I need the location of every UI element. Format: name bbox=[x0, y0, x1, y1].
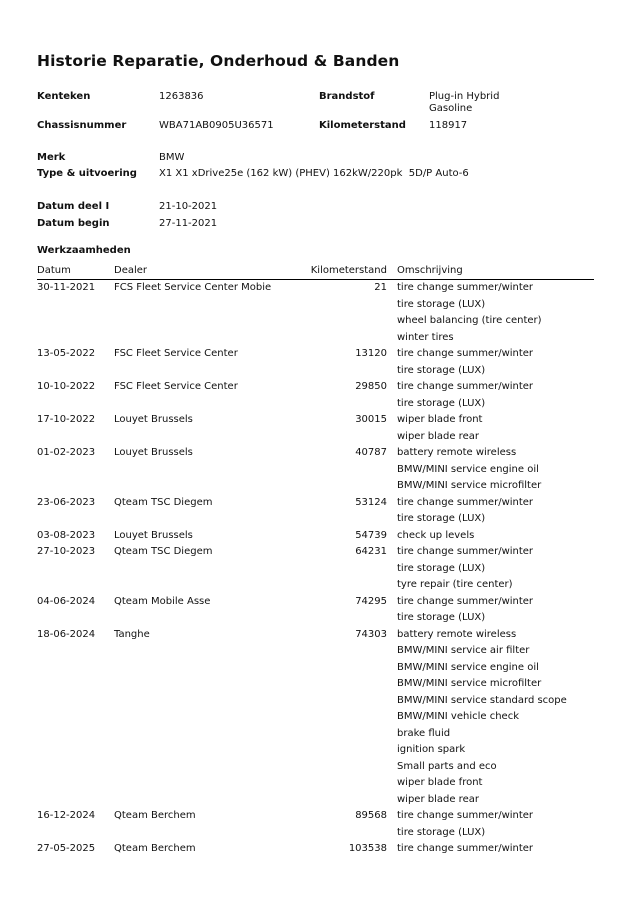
datum-begin-value: 27-11-2021 bbox=[159, 218, 218, 229]
type-label: Type & uitvoering bbox=[37, 168, 137, 179]
table-line bbox=[37, 710, 594, 727]
merk-value: BMW bbox=[159, 152, 185, 163]
row-km: 74303 bbox=[355, 628, 387, 640]
table-line bbox=[37, 364, 594, 381]
row-description: tire change summer/winter bbox=[397, 843, 534, 854]
section-title: Werkzaamheden bbox=[37, 245, 131, 256]
merk-label: Merk bbox=[37, 152, 66, 163]
chassis-label: Chassisnummer bbox=[37, 120, 127, 131]
row-date: 18-06-2024 bbox=[37, 628, 96, 640]
table-line bbox=[37, 776, 594, 793]
table-row bbox=[37, 842, 594, 859]
table-line bbox=[37, 314, 594, 331]
table-line bbox=[37, 380, 594, 397]
row-dealer: Qteam Berchem bbox=[114, 810, 196, 821]
row-description: tire change summer/winter bbox=[397, 348, 534, 359]
row-km: 29850 bbox=[355, 381, 387, 392]
row-description: ignition spark bbox=[397, 744, 466, 755]
row-description: tire storage (LUX) bbox=[397, 562, 486, 574]
row-description: tire change summer/winter bbox=[397, 546, 534, 557]
table-row bbox=[37, 545, 594, 595]
table-row bbox=[37, 628, 594, 810]
row-description: BMW/MINI service engine oil bbox=[397, 661, 539, 673]
table-line bbox=[37, 793, 594, 810]
row-dealer: Louyet Brussels bbox=[114, 414, 193, 425]
row-description: tire storage (LUX) bbox=[397, 612, 486, 623]
row-km: 89568 bbox=[355, 810, 387, 821]
kilometerstand-value: 118917 bbox=[429, 120, 468, 131]
table-line bbox=[37, 430, 594, 447]
row-description: wiper blade rear bbox=[397, 430, 479, 442]
row-description: tire change summer/winter bbox=[397, 282, 534, 293]
row-dealer: Qteam TSC Diegem bbox=[114, 496, 213, 508]
row-description: tire storage (LUX) bbox=[397, 298, 486, 310]
row-dealer: FSC Fleet Service Center bbox=[114, 381, 238, 392]
row-dealer: FSC Fleet Service Center bbox=[114, 348, 238, 359]
row-description: tire change summer/winter bbox=[397, 595, 534, 607]
row-date: 16-12-2024 bbox=[37, 810, 96, 821]
table-line bbox=[37, 809, 594, 826]
row-date: 04-06-2024 bbox=[37, 595, 96, 607]
row-km: 13120 bbox=[355, 348, 387, 359]
table-row bbox=[37, 380, 594, 413]
row-dealer: FCS Fleet Service Center Mobie bbox=[114, 282, 272, 293]
table-line bbox=[37, 842, 594, 859]
table-line bbox=[37, 413, 594, 430]
column-header-km: Kilometerstand bbox=[310, 265, 387, 276]
row-description: BMW/MINI service engine oil bbox=[397, 463, 539, 475]
row-description: brake fluid bbox=[397, 727, 451, 739]
row-description: BMW/MINI service air filter bbox=[397, 645, 530, 656]
kenteken-value: 1263836 bbox=[159, 91, 204, 102]
row-description: wiper blade front bbox=[397, 414, 483, 425]
row-description: BMW/MINI service microfilter bbox=[397, 678, 542, 689]
table-line bbox=[37, 446, 594, 463]
row-date: 30-11-2021 bbox=[37, 282, 96, 293]
table-row bbox=[37, 809, 594, 842]
kilometerstand-label: Kilometerstand bbox=[319, 120, 406, 131]
row-km: 64231 bbox=[355, 546, 387, 557]
table-line bbox=[37, 743, 594, 760]
row-description: tire storage (LUX) bbox=[397, 826, 486, 838]
table-line bbox=[37, 512, 594, 529]
datum-deel-label: Datum deel I bbox=[37, 201, 110, 212]
kenteken-label: Kenteken bbox=[37, 91, 91, 102]
table-line bbox=[37, 562, 594, 579]
table-line bbox=[37, 826, 594, 843]
row-date: 27-05-2025 bbox=[37, 843, 96, 854]
row-description: tire storage (LUX) bbox=[397, 364, 486, 376]
table-line bbox=[37, 496, 594, 513]
row-km: 74295 bbox=[355, 595, 387, 607]
table-line bbox=[37, 479, 594, 496]
row-description: wiper blade front bbox=[397, 777, 483, 788]
column-header-desc: Omschrijving bbox=[397, 265, 463, 276]
row-date: 23-06-2023 bbox=[37, 496, 96, 508]
row-date: 13-05-2022 bbox=[37, 348, 96, 359]
table-line bbox=[37, 628, 594, 645]
datum-deel-value: 21-10-2021 bbox=[159, 201, 218, 212]
table-line bbox=[37, 463, 594, 480]
table-line bbox=[37, 281, 594, 298]
row-date: 01-02-2023 bbox=[37, 447, 96, 458]
row-description: winter tires bbox=[397, 331, 454, 343]
table-line bbox=[37, 694, 594, 711]
table-line bbox=[37, 611, 594, 628]
row-description: battery remote wireless bbox=[397, 628, 517, 640]
row-dealer: Qteam Berchem bbox=[114, 843, 196, 854]
table-line bbox=[37, 760, 594, 777]
row-description: wheel balancing (tire center) bbox=[397, 315, 542, 326]
column-header-date: Datum bbox=[37, 265, 71, 276]
table-row bbox=[37, 281, 594, 347]
table-row bbox=[37, 446, 594, 496]
row-description: battery remote wireless bbox=[397, 447, 517, 458]
row-description: wiper blade rear bbox=[397, 793, 479, 805]
row-km: 30015 bbox=[355, 414, 387, 425]
row-date: 03-08-2023 bbox=[37, 529, 96, 541]
row-description: tire change summer/winter bbox=[397, 381, 534, 392]
table-line bbox=[37, 677, 594, 694]
chassis-value: WBA71AB0905U36571 bbox=[159, 120, 274, 131]
row-date: 17-10-2022 bbox=[37, 414, 96, 425]
brandstof-value-1: Plug-in Hybrid bbox=[429, 91, 500, 102]
table-row bbox=[37, 413, 594, 446]
column-header-dealer: Dealer bbox=[114, 265, 148, 276]
row-km: 40787 bbox=[355, 447, 387, 458]
row-date: 10-10-2022 bbox=[37, 381, 96, 392]
brandstof-label: Brandstof bbox=[319, 91, 375, 102]
table-row bbox=[37, 496, 594, 529]
row-dealer: Louyet Brussels bbox=[114, 447, 193, 458]
table-row bbox=[37, 347, 594, 380]
type-value: X1 X1 xDrive25e (162 kW) (PHEV) 162kW/220pk 5D/P Auto-6 bbox=[159, 168, 469, 179]
row-description: tire change summer/winter bbox=[397, 810, 534, 821]
datum-begin-label: Datum begin bbox=[37, 218, 110, 229]
row-dealer: Louyet Brussels bbox=[114, 529, 193, 541]
table-line bbox=[37, 661, 594, 678]
row-description: Small parts and eco bbox=[397, 760, 497, 772]
table-line bbox=[37, 595, 594, 612]
row-description: BMW/MINI service standard scope bbox=[397, 694, 567, 706]
table-line bbox=[37, 298, 594, 315]
table-line bbox=[37, 545, 594, 562]
row-km: 21 bbox=[374, 282, 387, 293]
table-row bbox=[37, 529, 594, 546]
row-dealer: Qteam TSC Diegem bbox=[114, 546, 213, 557]
table-header bbox=[37, 263, 594, 280]
table-line bbox=[37, 347, 594, 364]
page-title: Historie Reparatie, Onderhoud & Banden bbox=[37, 52, 400, 70]
row-km: 53124 bbox=[355, 496, 387, 508]
table-line bbox=[37, 331, 594, 348]
row-description: check up levels bbox=[397, 529, 475, 541]
brandstof-value-2: Gasoline bbox=[429, 103, 473, 114]
row-description: tyre repair (tire center) bbox=[397, 579, 513, 590]
row-date: 27-10-2023 bbox=[37, 546, 96, 557]
row-km: 103538 bbox=[348, 843, 387, 854]
row-km: 54739 bbox=[355, 529, 387, 541]
table-line bbox=[37, 578, 594, 595]
row-description: tire storage (LUX) bbox=[397, 513, 486, 524]
table-line bbox=[37, 529, 594, 546]
row-dealer: Qteam Mobile Asse bbox=[114, 595, 211, 607]
row-description: tire storage (LUX) bbox=[397, 397, 486, 409]
table-line bbox=[37, 397, 594, 414]
table-row bbox=[37, 595, 594, 628]
table-line bbox=[37, 644, 594, 661]
row-description: BMW/MINI service microfilter bbox=[397, 480, 542, 491]
row-dealer: Tanghe bbox=[114, 628, 150, 640]
row-description: BMW/MINI vehicle check bbox=[397, 711, 520, 722]
row-description: tire change summer/winter bbox=[397, 496, 534, 508]
table-body bbox=[37, 281, 594, 859]
table-line bbox=[37, 727, 594, 744]
